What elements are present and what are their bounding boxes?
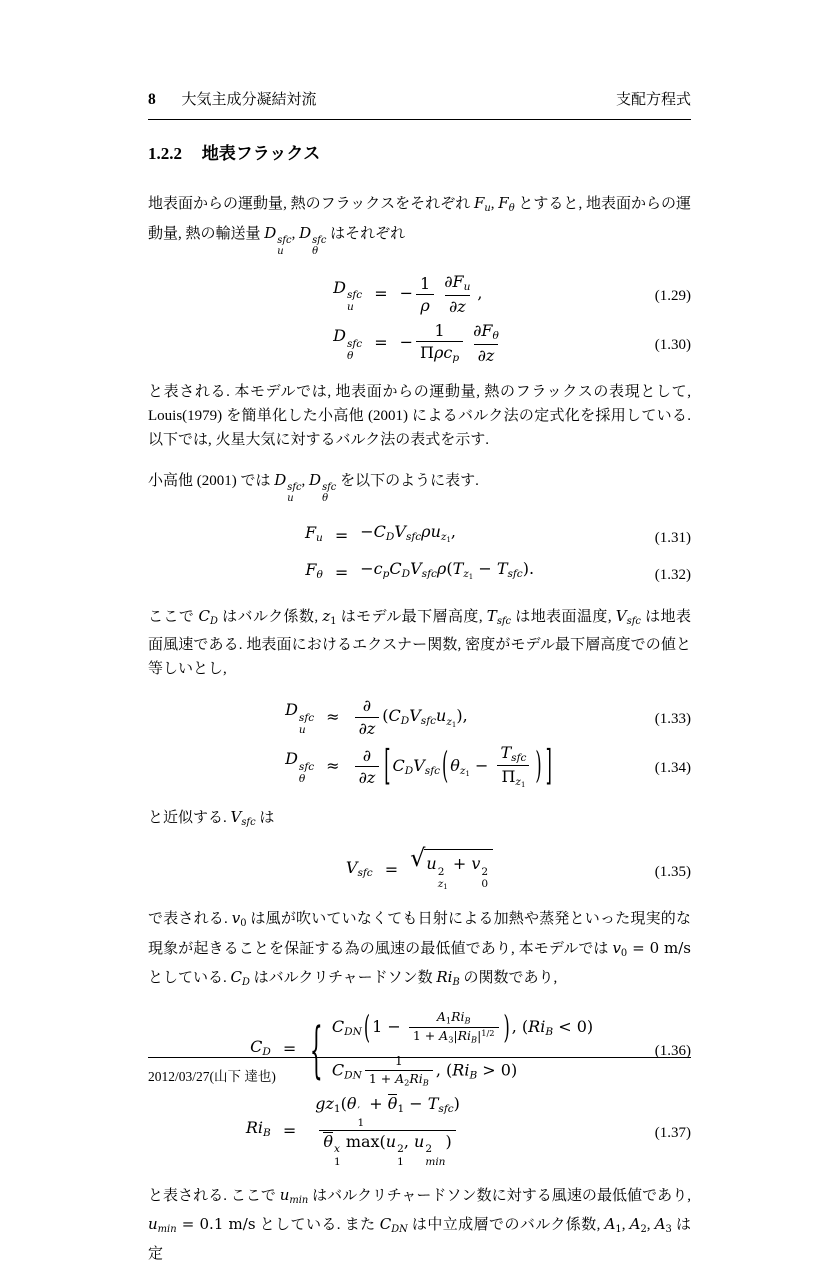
paragraph-kodaka: 小高他 (2001) では D sfc u , D sfc θ を以下のように表す. xyxy=(148,471,479,505)
equation-group-1-35: Vsfc = √ u 2 z1 + v 2 0 (1.35) xyxy=(345,844,691,891)
page-header xyxy=(148,88,691,120)
page-footer xyxy=(148,1057,691,1085)
section-title: 地表フラックス xyxy=(201,144,321,163)
section-number: 1.2.2 xyxy=(148,144,182,163)
page-number: 8 xyxy=(148,91,156,108)
paragraph-definitions: ここで CD はバルク係数, z1 はモデル最下層高度, Tsfc は地表面温度, Vsfc は地表面風速である. 地表面におけるエクスナー関数, 密度がモデル最下層高度での値と等しいとし, xyxy=(148,606,691,678)
paragraph-umin: と表される. ここで umin はバルクリチャードソン数に対する風速の最低値であり, umin = 0.1 m/s としている. また CDN は中立成層でのバルク係数, A1, A2, A3 は定 xyxy=(148,1185,692,1263)
header-left-title: 大気主成分凝結対流 xyxy=(181,91,317,108)
paragraph-intro-flux: 地表面からの運動量, 熱のフラックスをそれぞれ Fu, Fθ とすると, 地表面からの運動量, 熱の輸送量 D sfc u , D sfc θ はそれぞれ xyxy=(148,194,691,258)
equation-group-1-29-1-30: D sfc u = − $\frac{1}{\rho}$ $\frac{\partial Fu}{\partial z}$ , D sfc θ = − $\frac{1}{\text{Πρcp}}$ $\frac{\partial F\theta}{\partial z}$ (1.29) (1.30) xyxy=(333,272,691,365)
paragraph-approximation: と近似する. Vsfc は xyxy=(148,807,275,828)
equation-group-1-33-1-34: D sfc u ≈ $\frac{\partial}{\partial z}$ (CDVsfcuz1), D sfc θ ≈ $\frac{\partial}{\partial z}$ [ CDVsfc ( θz1 − $\frac{\text{Tsfc}}{\Pi z1}$ ) ] (1.33) (1.34) xyxy=(285,696,691,790)
header-right-title: 支配方程式 xyxy=(615,91,691,108)
equation-group-1-31-1-32: Fu = −CDVsfcρuz1, Fθ = −cpCDVsfcρ(Tz1 − Tsfc). (1.31) (1.32) xyxy=(304,521,691,583)
paragraph-v0: で表される. v0 は風が吹いていなくても日射による加熱や蒸発といった現実的な現象が起きることを保証する為の風速の最低値であり, 本モデルでは v0 = 0 m/s としている. CD はバルクリチャードソン数 RiB の関数であり, xyxy=(148,908,691,989)
section-heading xyxy=(148,142,691,167)
paragraph-bulk-method: と表される. 本モデルでは, 地表面からの運動量, 熱のフラックスの表現として, Louis(1979) を簡単化した小高他 (2001) によるバルク法の定式化を採用している. 以下では, 火星大気に対するバルク法の表式を示す. xyxy=(148,384,691,449)
header-left xyxy=(148,88,317,112)
equation-group-1-36-1-37: CD = { CDN ( 1 − $\frac{\text{A1RiB}}{1 + A3|RiB|^{1/2}}$ ) , (RiB < 0) CDN $\frac{1}{\text{1 + A2RiB}}$ , (RiB > 0) RiB = gz1(θ ′ 1 + θ1 − Tsfc) θ x 1 max(u 2 1 , u 2 min ) (1.36) (1.37) xyxy=(245,1007,691,1168)
footer-date-author: 2012/03/27(山下 達也) xyxy=(148,1069,276,1084)
